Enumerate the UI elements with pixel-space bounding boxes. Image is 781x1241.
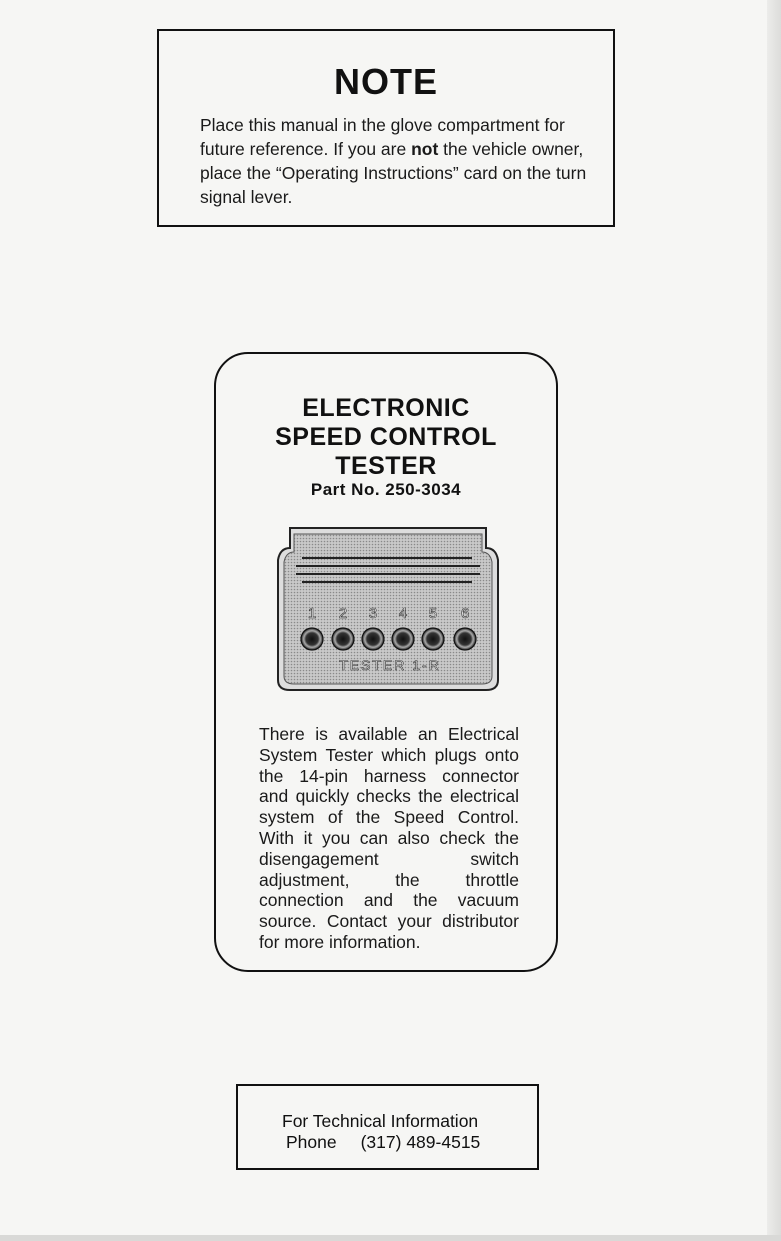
phone-number: (317) 489-4515	[360, 1132, 481, 1152]
phone-line	[286, 1132, 480, 1153]
test-jack-5	[422, 628, 444, 650]
phone-label: Phone	[286, 1132, 337, 1152]
page-bottom-edge	[0, 1235, 781, 1241]
test-jack-4	[392, 628, 414, 650]
page-edge	[767, 0, 781, 1241]
part-number: Part No. 250-3034	[310, 480, 462, 499]
contact-box	[236, 1084, 539, 1170]
test-jack-2	[332, 628, 354, 650]
note-text-part-2: the vehicle owner, place the “Operating Instructions” card on the turn signal lever.	[200, 139, 587, 207]
pin-label-5: 5	[428, 605, 438, 622]
tester-title	[216, 394, 556, 481]
test-jack-3	[362, 628, 384, 650]
pin-label-4: 4	[398, 605, 408, 622]
tester-device-illustration	[272, 522, 504, 694]
pin-label-2: 2	[338, 605, 348, 622]
device-label: TESTER 1-R	[339, 657, 441, 673]
note-box	[157, 29, 615, 227]
contact-line: For Technical Information	[282, 1111, 479, 1131]
pin-label-6: 6	[460, 605, 470, 622]
test-jack-6	[454, 628, 476, 650]
tester-card	[214, 352, 558, 972]
tester-description: There is available an Electrical System Tester which plugs onto the 14-pin harness connector and quickly checks the electrical system of the Speed Control. With it you can also check the disengagement switch adjustment, the throttle connection and the vacuum source. Contact your distributor for more information.	[259, 724, 519, 952]
note-bold-word: not	[411, 139, 439, 159]
note-text-part-1: Place this manual in the glove compartment for future reference. If you are	[200, 115, 565, 159]
note-body	[200, 113, 592, 209]
pin-label-3: 3	[368, 605, 378, 622]
tester-title-line-2: SPEED CONTROL	[275, 423, 497, 451]
tester-title-line-1: ELECTRONIC	[302, 394, 470, 422]
note-title: NOTE	[333, 61, 438, 102]
tester-title-line-3: TESTER	[335, 452, 437, 480]
test-jack-1	[301, 628, 323, 650]
pin-label-1: 1	[307, 605, 317, 622]
